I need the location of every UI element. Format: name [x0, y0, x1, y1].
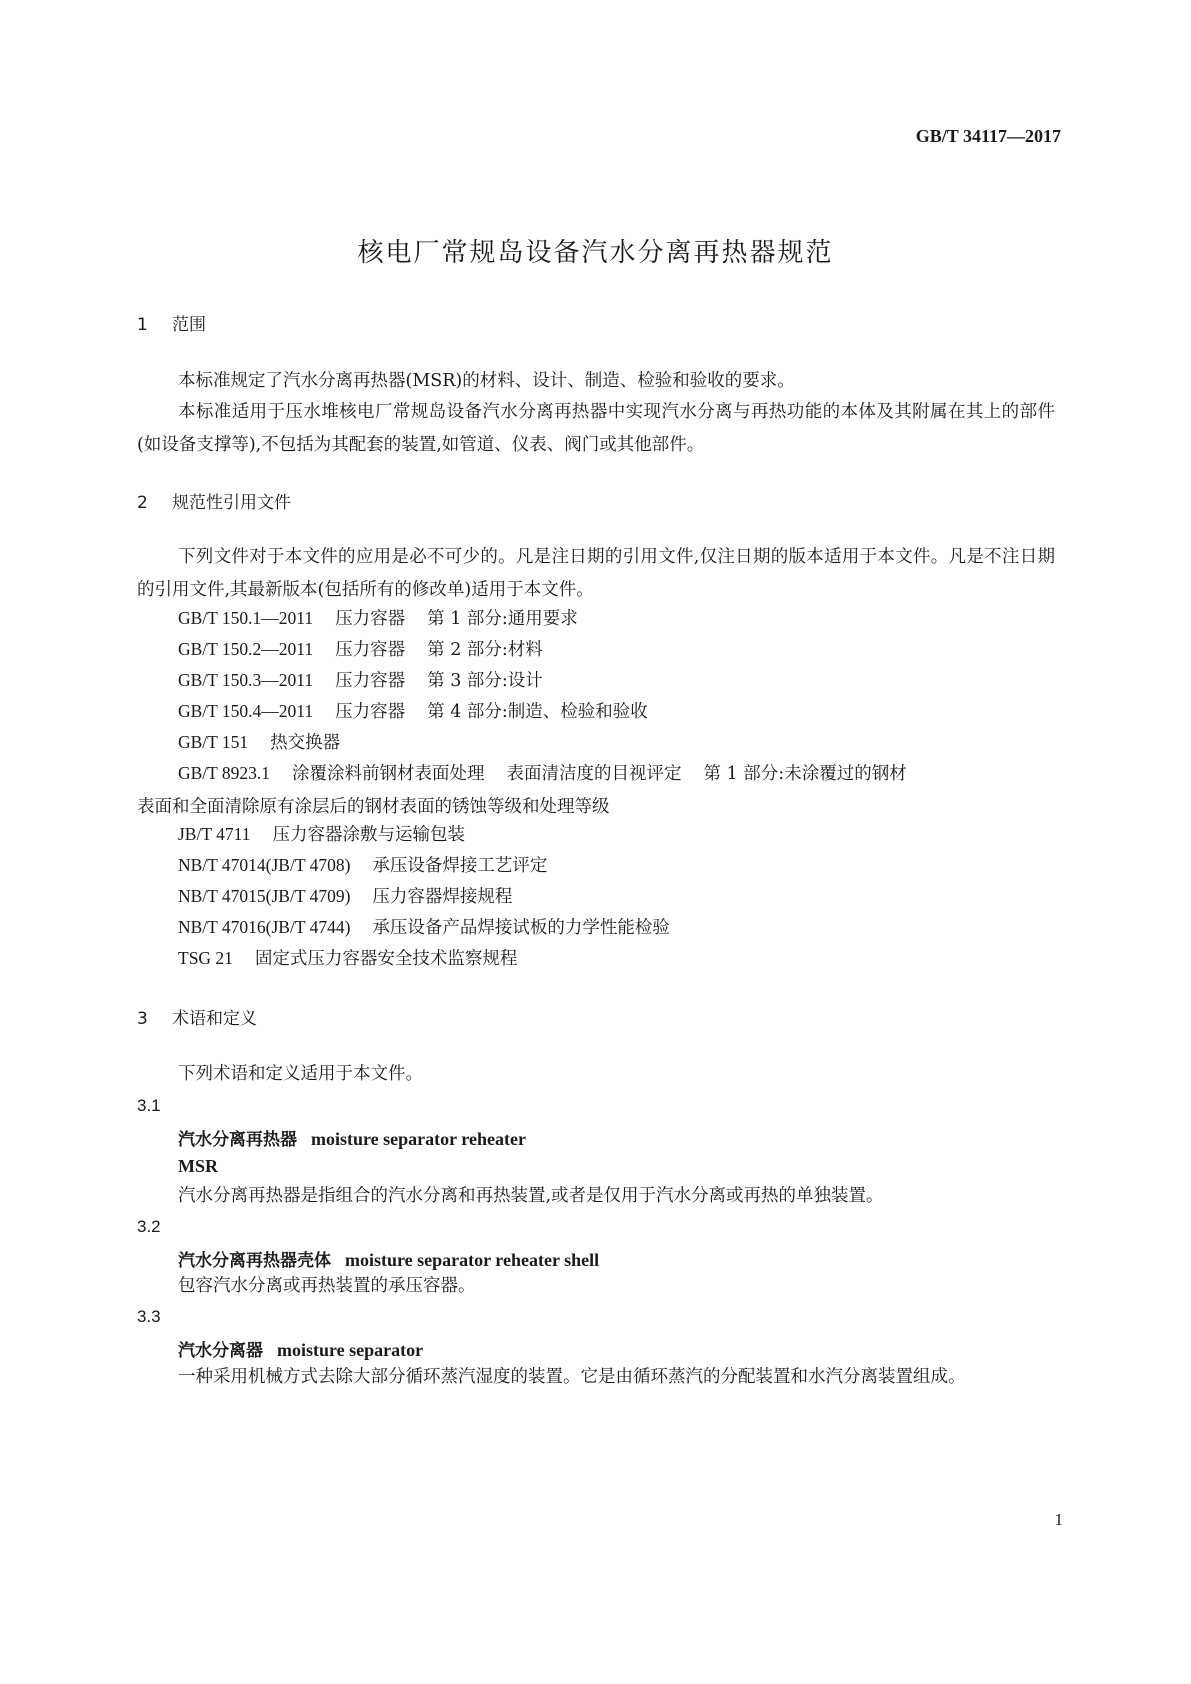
term-chinese: 汽水分离再热器 — [178, 1130, 297, 1150]
reference-continuation: 表面和全面清除原有涂层后的钢材表面的锈蚀等级和处理等级 — [137, 797, 610, 817]
standard-code: GB/T 34117—2017 — [915, 126, 1061, 146]
section-number: 1 — [137, 315, 148, 335]
reference-part: 表面清洁度的目视评定 — [506, 764, 682, 784]
reference-code: JB/T 4711 — [178, 824, 251, 844]
reference-title: 压力容器焊接规程 — [372, 887, 513, 907]
section-2-heading — [137, 488, 291, 513]
term-english: moisture separator — [277, 1340, 424, 1360]
reference-part: 第 2 部分:材料 — [427, 640, 543, 660]
reference-code: TSG 21 — [178, 948, 233, 968]
section-title: 规范性引用文件 — [172, 493, 291, 513]
reference-code: NB/T 47014(JB/T 4708) — [178, 855, 351, 875]
reference-part: 第 1 部分:通用要求 — [427, 609, 578, 629]
paragraph: 本标准规定了汽水分离再热器(MSR)的材料、设计、制造、检验和验收的要求。 — [178, 371, 795, 391]
reference-code: NB/T 47015(JB/T 4709) — [178, 886, 351, 906]
term-definition: 汽水分离再热器是指组合的汽水分离和再热装置,或者是仅用于汽水分离或再热的单独装置。 — [178, 1186, 884, 1206]
reference-item — [178, 726, 1055, 760]
reference-code: GB/T 151 — [178, 732, 249, 752]
term-number: 3.1 — [137, 1096, 161, 1115]
reference-item — [178, 664, 1055, 698]
reference-part: 第 4 部分:制造、检验和验收 — [427, 702, 648, 722]
term-definition: 包容汽水分离或再热装置的承压容器。 — [178, 1276, 476, 1296]
reference-item — [178, 849, 1055, 883]
term-chinese: 汽水分离器 — [178, 1341, 263, 1361]
reference-item — [178, 818, 1055, 852]
paragraph: 本标准适用于压水堆核电厂常规岛设备汽水分离再热器中实现汽水分离与再热功能的本体及其附属在其上的部件(如设备支撑等),不包括为其配套的装置,如管道、仪表、阀门或其他部件。 — [137, 402, 1055, 455]
term-number: 3.3 — [137, 1307, 161, 1326]
reference-part: 第 3 部分:设计 — [427, 671, 543, 691]
term-number: 3.2 — [137, 1217, 161, 1236]
term-definition: 一种采用机械方式去除大部分循环蒸汽湿度的装置。它是由循环蒸汽的分配装置和水汽分离装置组成。 — [178, 1367, 966, 1387]
paragraph: 下列术语和定义适用于本文件。 — [178, 1064, 423, 1084]
section-1-heading — [137, 310, 206, 335]
reference-code: GB/T 150.2—2011 — [178, 639, 314, 659]
reference-title: 压力容器涂敷与运输包装 — [272, 825, 465, 845]
section-title: 术语和定义 — [172, 1009, 257, 1029]
section-number: 2 — [137, 493, 148, 513]
reference-title: 压力容器 — [335, 640, 406, 660]
term-abbreviation: MSR — [178, 1156, 218, 1176]
reference-title: 承压设备焊接工艺评定 — [372, 856, 548, 876]
term-english: moisture separator reheater shell — [345, 1250, 600, 1270]
section-title: 范围 — [172, 315, 206, 335]
reference-code: GB/T 8923.1 — [178, 763, 271, 783]
reference-item — [178, 911, 1055, 945]
reference-part: 第 1 部分:未涂覆过的钢材 — [703, 764, 907, 784]
reference-code: GB/T 150.1—2011 — [178, 608, 314, 628]
reference-code: NB/T 47016(JB/T 4744) — [178, 917, 351, 937]
section-3-heading — [137, 1004, 257, 1029]
document-title: 核电厂常规岛设备汽水分离再热器规范 — [357, 238, 834, 268]
section-number: 3 — [137, 1009, 148, 1029]
reference-title: 压力容器 — [335, 702, 406, 722]
page-number: 1 — [1054, 1510, 1063, 1529]
term-heading — [178, 1246, 599, 1271]
reference-item — [178, 880, 1055, 914]
reference-title: 涂覆涂料前钢材表面处理 — [292, 764, 485, 784]
term-english: moisture separator reheater — [311, 1129, 526, 1149]
reference-title: 承压设备产品焊接试板的力学性能检验 — [372, 918, 670, 938]
reference-title: 压力容器 — [335, 671, 406, 691]
term-heading — [178, 1125, 526, 1150]
reference-item — [178, 695, 1055, 729]
reference-item — [178, 633, 1055, 667]
reference-code: GB/T 150.4—2011 — [178, 701, 314, 721]
reference-code: GB/T 150.3—2011 — [178, 670, 314, 690]
reference-item — [178, 602, 1055, 636]
term-chinese: 汽水分离再热器壳体 — [178, 1251, 331, 1271]
paragraph: 下列文件对于本文件的应用是必不可少的。凡是注日期的引用文件,仅注日期的版本适用于本文件。凡是不注日期的引用文件,其最新版本(包括所有的修改单)适用于本文件。 — [137, 547, 1055, 600]
reference-item — [178, 942, 1055, 976]
reference-title: 压力容器 — [335, 609, 406, 629]
term-heading — [178, 1336, 423, 1361]
reference-title: 固定式压力容器安全技术监察规程 — [254, 949, 518, 969]
reference-title: 热交换器 — [270, 733, 341, 753]
reference-item — [137, 757, 1055, 824]
